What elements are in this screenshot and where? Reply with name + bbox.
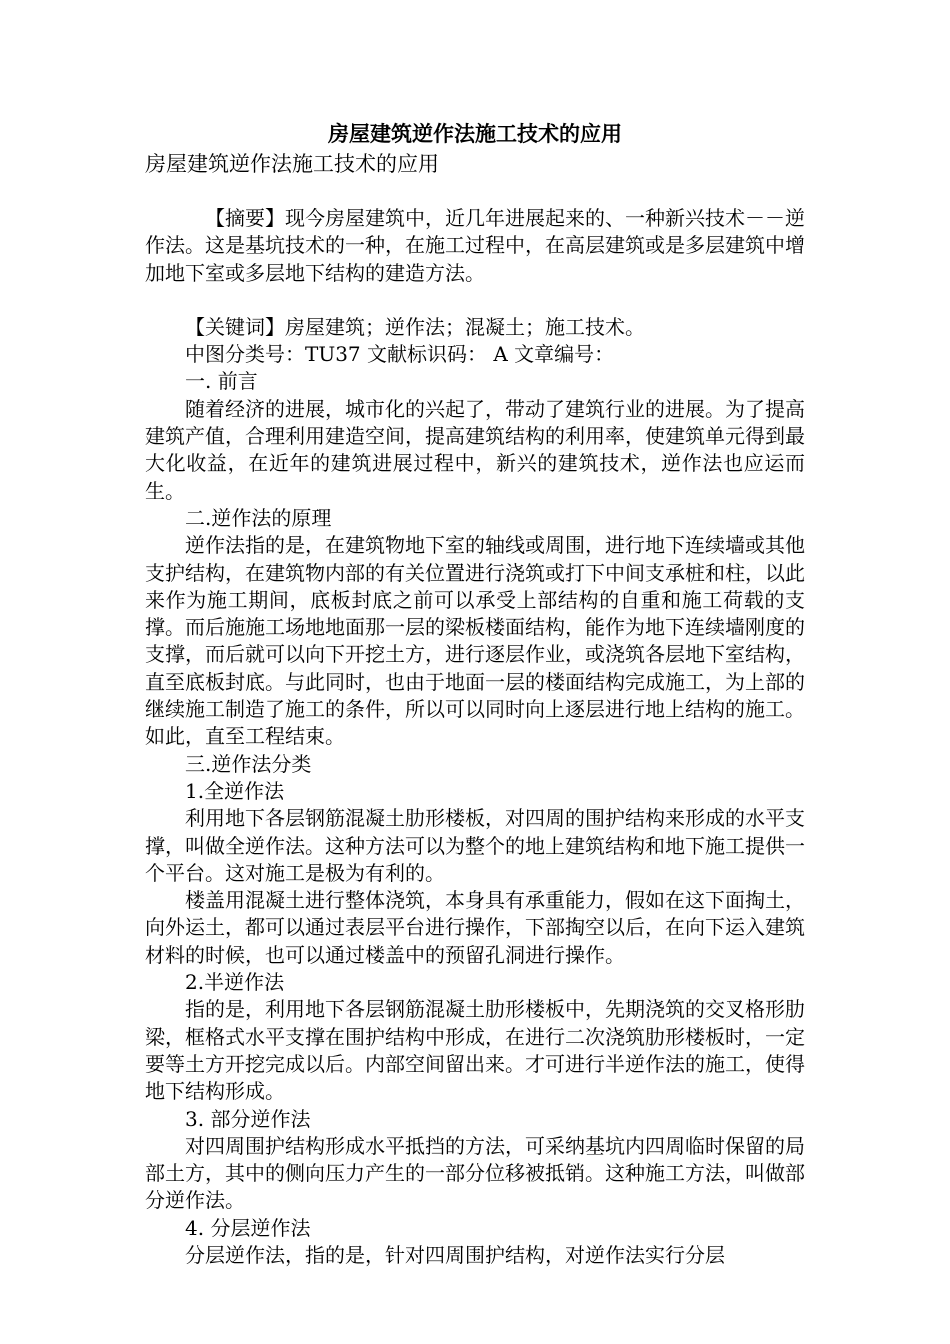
keywords-line: 【关键词】房屋建筑；逆作法；混凝土；施工技术。 (185, 314, 645, 339)
section-heading: 一. 前言 (185, 369, 258, 394)
section-paragraph: 楼盖用混凝土进行整体浇筑，本身具有承重能力，假如在这下面掏土，向外运土，都可以通过表层平台进行操作，下部掏空以后，在向下运入建筑材料的时候，也可以通过楼盖中的预留孔洞进行操作。 (145, 888, 805, 967)
document-title: 房屋建筑逆作法施工技术的应用 (328, 121, 622, 146)
section-paragraph: 分层逆作法，指的是，针对四周围护结构，对逆作法实行分层 (185, 1242, 725, 1267)
blank-line (145, 178, 805, 205)
subsection-heading: 4. 分层逆作法 (185, 1215, 311, 1240)
section-paragraph: 逆作法指的是，在建筑物地下室的轴线或周围，进行地下连续墙或其他支护结构，在建筑物内部的有关位置进行浇筑或打下中间支承桩和柱，以此来作为施工期间，底板封底之前可以承受上部结构的自重和施工荷载的支撑。而后施施工场地地面那一层的梁板楼面结构，能作为地下连续墙刚度的支撑，而后就可以向下开挖土方，进行逐层作业，或浇筑各层地下室结构，直至底板封底。与此同时，也由于地面一层的楼面结构完成施工，为上部的继续施工制造了施工的条件，所以可以同时向上逐层进行地上结构的施工。如此，直至工程结束。 (145, 533, 805, 749)
blank-line (145, 287, 805, 314)
section-paragraph: 随着经济的进展，城市化的兴起了，带动了建筑行业的进展。为了提高建筑产值，合理利用建造空间，提高建筑结构的利用率，使建筑单元得到最大化收益，在近年的建筑进展过程中，新兴的建筑技术，逆作法也应运而生。 (145, 396, 805, 503)
section-paragraph: 指的是，利用地下各层钢筋混凝土肋形楼板中，先期浇筑的交叉格形肋梁，框格式水平支撑在围护结构中形成，在进行二次浇筑肋形楼板时，一定要等土方开挖完成以后。内部空间留出来。才可进行半逆作法的施工，使得地下结构形成。 (145, 997, 805, 1104)
classification-line: 中图分类号：TU37 文献标识码： A 文章编号： (185, 342, 615, 367)
document-subtitle: 房屋建筑逆作法施工技术的应用 (145, 152, 439, 176)
document-page (145, 118, 805, 1269)
section-paragraph: 利用地下各层钢筋混凝土肋形楼板，对四周的围护结构来形成的水平支撑，叫做全逆作法。这种方法可以为整个的地上建筑结构和地下施工提供一个平台。这对施工是极为有利的。 (145, 806, 805, 885)
abstract-paragraph: 【摘要】现今房屋建筑中，近几年进展起来的、一种新兴技术－－逆作法。这是基坑技术的一种，在施工过程中，在高层建筑或是多层建筑中增加地下室或多层地下结构的建造方法。 (145, 206, 805, 285)
section-heading: 三.逆作法分类 (185, 751, 312, 776)
section-paragraph: 对四周围护结构形成水平抵挡的方法，可采纳基坑内四周临时保留的局部土方，其中的侧向压力产生的一部分位移被抵销。这种施工方法，叫做部分逆作法。 (145, 1133, 805, 1213)
subsection-heading: 2.半逆作法 (185, 970, 285, 995)
subsection-heading: 1.全逆作法 (185, 778, 285, 803)
subsection-heading: 3. 部分逆作法 (185, 1106, 311, 1131)
section-heading: 二.逆作法的原理 (185, 505, 332, 530)
